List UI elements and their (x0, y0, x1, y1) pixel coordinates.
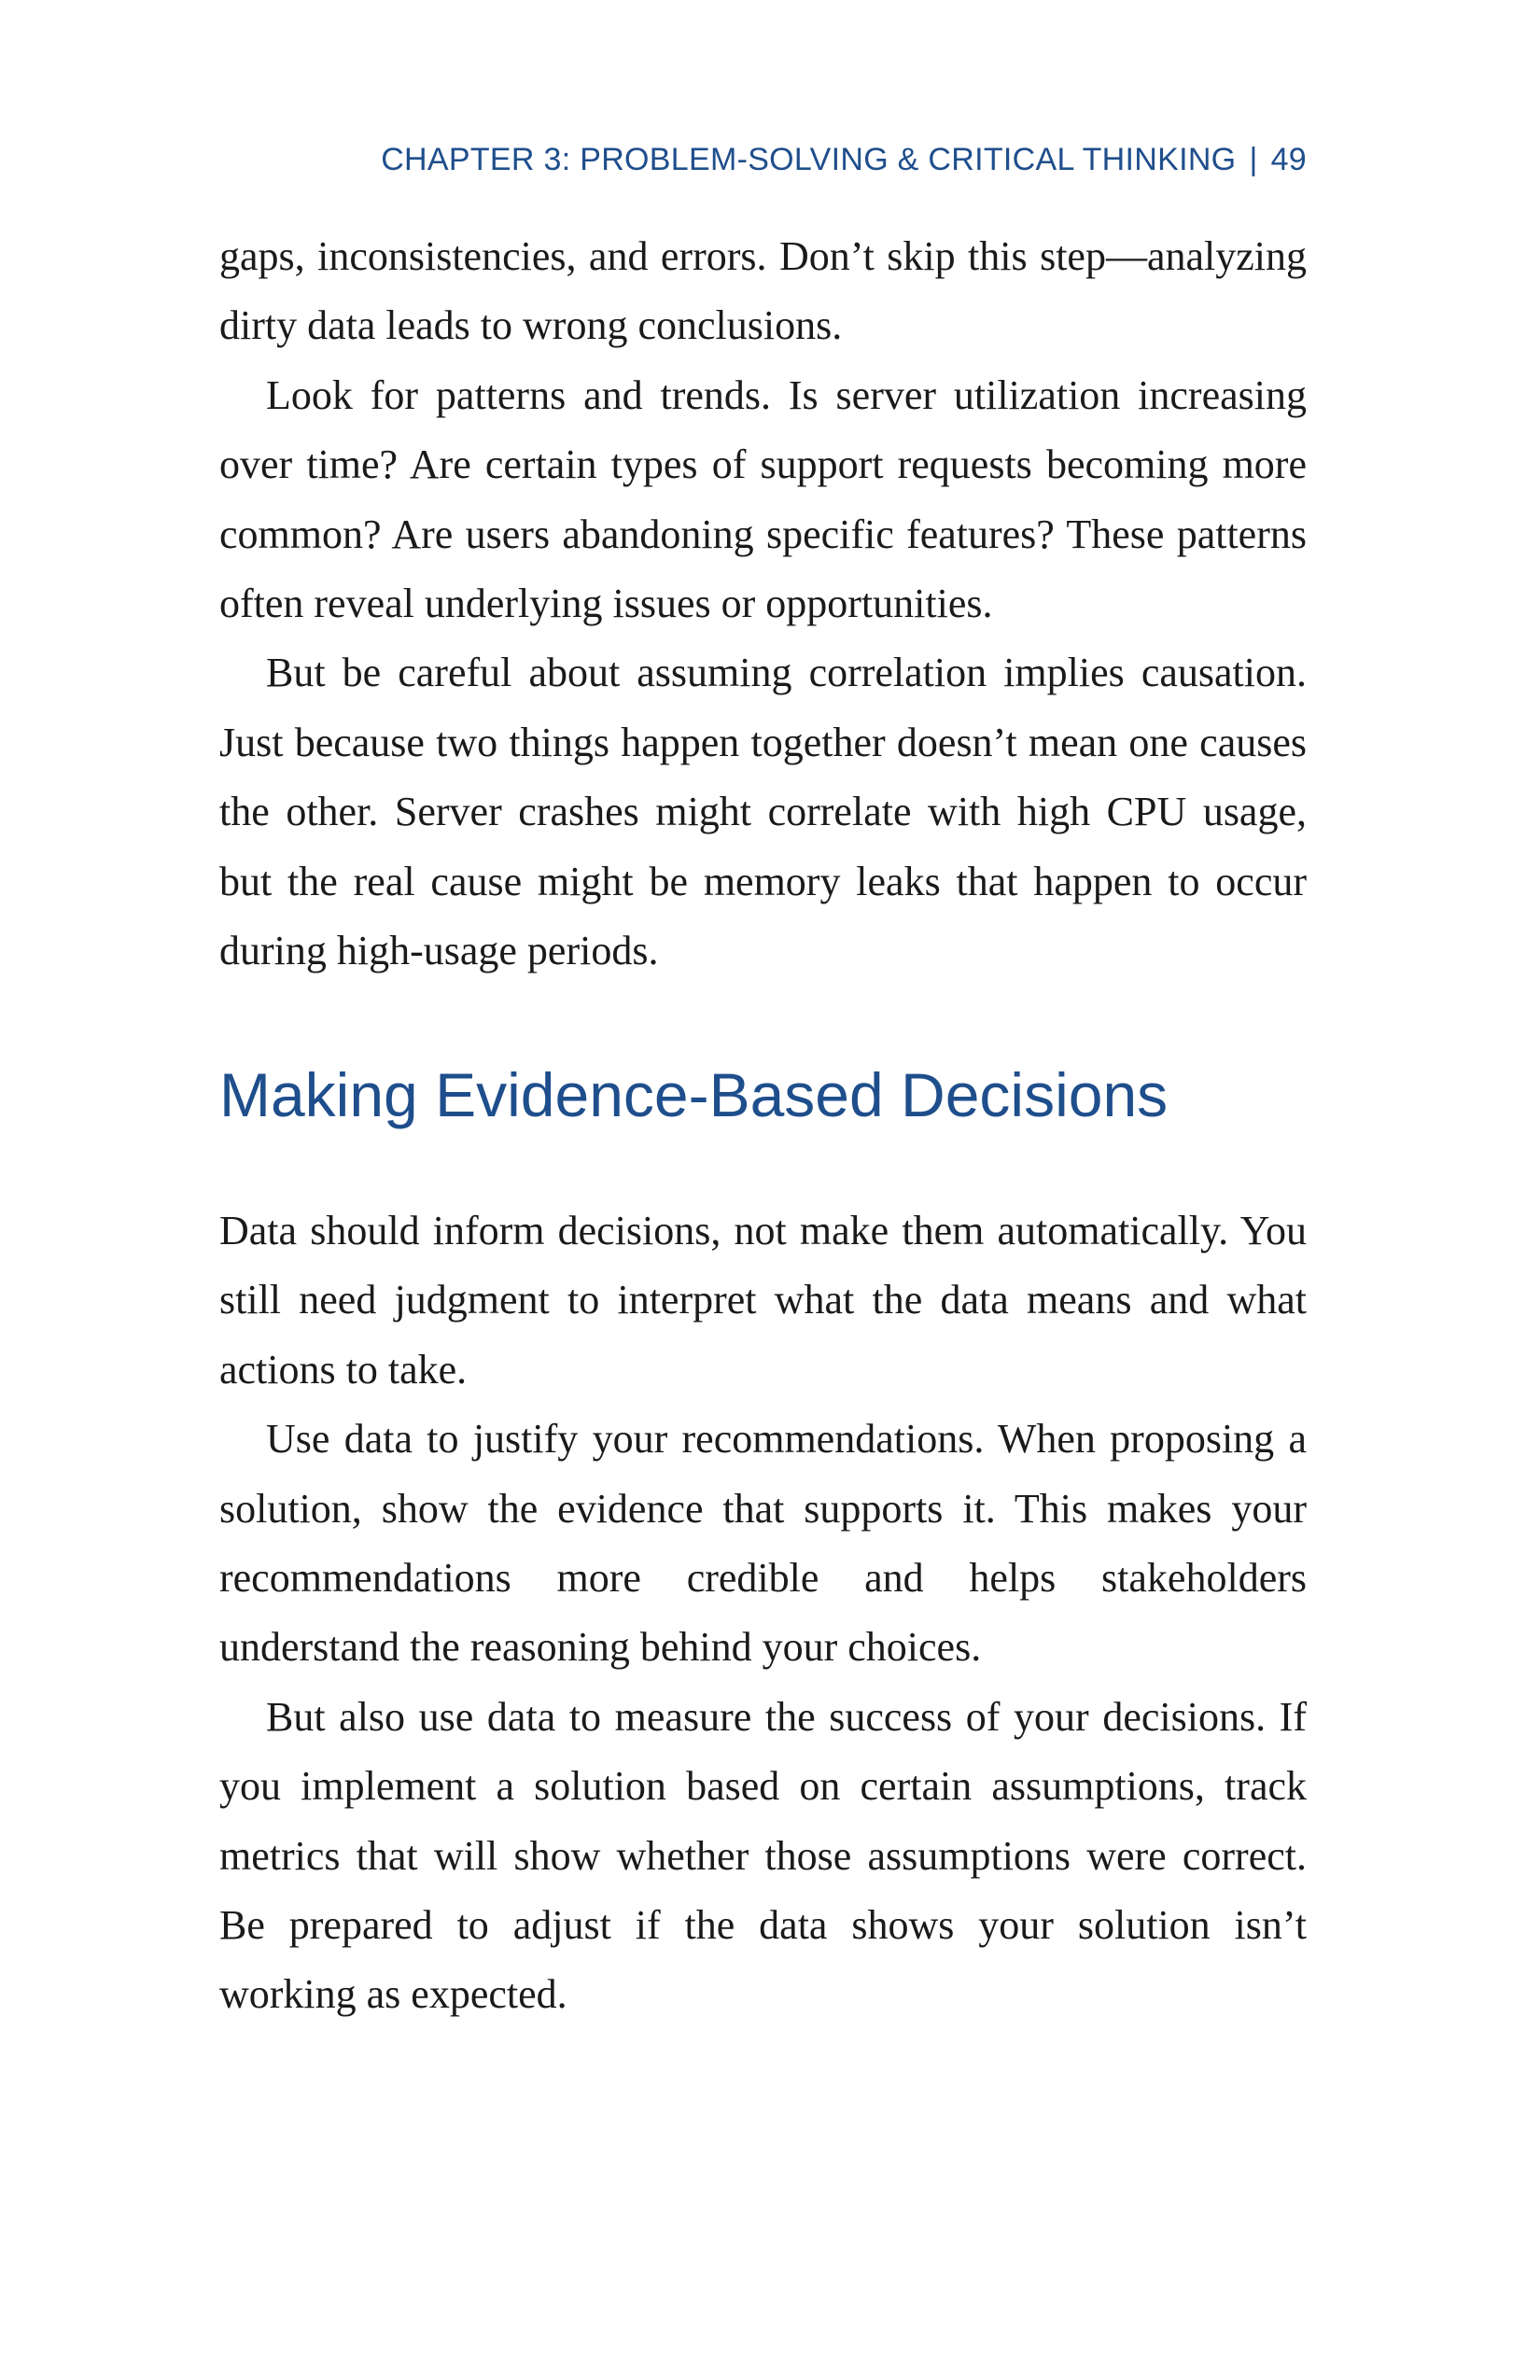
chapter-title: CHAPTER 3: PROBLEM-SOLVING & CRITICAL THINKING (381, 142, 1237, 177)
continued-text (219, 222, 1307, 986)
section-body (219, 1197, 1307, 2030)
paragraph-measure: But also use data to measure the success of your decisions. If you implement a solution based on certain assumptions, track metrics that will show whether those assumptions were correct. Be prepared to adjust if the data shows your solution isn’t working as expected. (219, 1693, 1307, 2018)
section-heading: Making Evidence-Based Decisions (219, 1060, 1169, 1129)
header-separator: | (1249, 142, 1258, 177)
paragraph-correlation: But be careful about assuming correlation implies causation. Just because two things happen together doesn’t mean one causes the other. Server crashes might correlate with high CPU usage, but the real cause might be memory leaks that happen to occur during high-usage periods. (219, 650, 1307, 974)
paragraph-patterns: Look for patterns and trends. Is server utilization increasing over time? Are certain types of support requests becoming more common? Are users abandoning specific features? These patterns often reveal underlying issues or opportunities. (219, 371, 1307, 627)
page-number: 49 (1270, 142, 1307, 177)
paragraph-justify: Use data to justify your recommendations. When proposing a solution, show the evidence that supports it. This makes your recommendations more credible and helps stakeholders understand the reasoning behind your choices. (219, 1416, 1307, 1671)
paragraph-continued: gaps, inconsistencies, and errors. Don’t skip this step—analyzing dirty data leads to wrong conclusions. (219, 233, 1307, 349)
paragraph-inform: Data should inform decisions, not make them automatically. You still need judgment to interpret what the data means and what actions to take. (219, 1208, 1307, 1393)
running-header (381, 142, 1307, 178)
